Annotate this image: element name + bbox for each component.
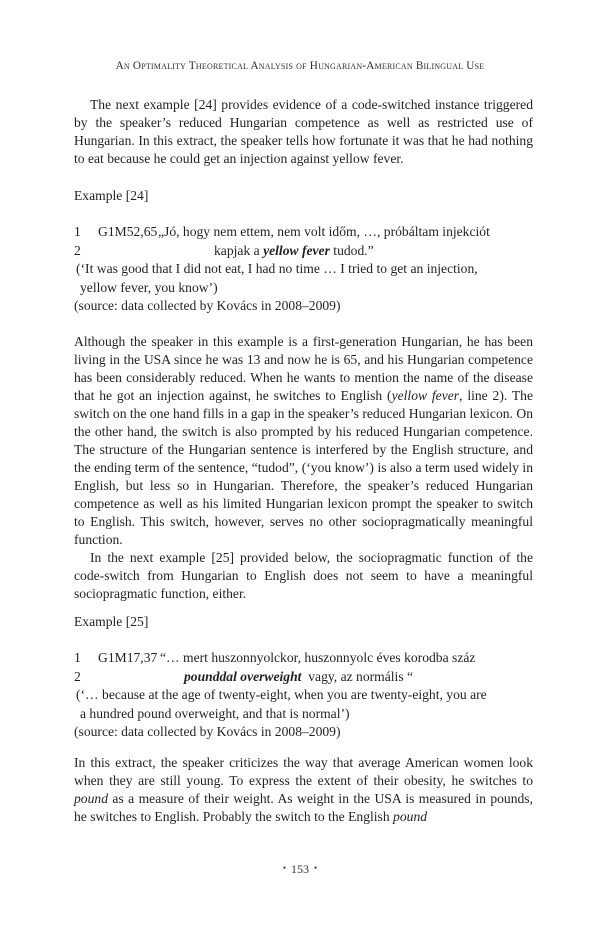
utterance-text: [184, 668, 413, 687]
speaker-code: G1M17,37: [98, 650, 158, 665]
line-number: 2: [74, 242, 81, 258]
text-run: , line 2). The switch on the one hand fills in a gap in the speaker’s reduced Hungarian lexicon. On the other hand, the switch is also prompted by his reduced Hungarian competence. The structure of the Hungarian sentence is interfered by the English structure, and the ending term of the sentence, “tudod”, (‘you know’) is also a term used widely in English, but less so in Hungarian. Therefore, the speaker’s reduced Hungarian competence as well as his limited Hungarian lexicon prompt the speaker to switch to English. This switch, however, serves no other sociopragmatically meaningful function.: [74, 388, 533, 547]
translation-line-2: a hundred pound overweight, and that is normal’): [80, 705, 350, 721]
ornament-bullet: •: [314, 863, 318, 873]
example-line-2: [74, 242, 544, 261]
line-number: 2: [74, 668, 81, 684]
paragraph-text: [74, 754, 533, 826]
example-24: [74, 223, 544, 316]
utterance-pre: kapjak a: [214, 242, 264, 258]
source-note: (source: data collected by Kovács in 2008–2009): [74, 724, 341, 739]
paragraph-analysis-example-25: [74, 754, 533, 826]
example-line-1: [74, 649, 544, 668]
code-switch-phrase: yellow fever: [263, 242, 330, 258]
example-line-1: [74, 223, 544, 242]
page-number-footer: [0, 862, 600, 877]
source-note: (source: data collected by Kovács in 2008–2009): [74, 298, 341, 313]
italic-term: yellow fever: [391, 388, 460, 403]
text-run: Although the speaker in this example is a first-generation Hungarian, he has been living in the USA since he was 13 and now he is 65, and his Hungarian competence has been considerably reduced. When he wants to mention the name of the disease that he got an injection against, he switches to English (: [74, 334, 533, 403]
utterance-text: “… mert huszonnyolckor, huszonnyolc éves korodba száz: [160, 650, 476, 665]
paragraph-intro-example-24: [74, 96, 533, 168]
example-25: [74, 649, 544, 742]
paragraph-analysis-example-24: [74, 333, 533, 603]
example-24-label: Example [24]: [74, 188, 149, 203]
code-switch-phrase: pounddal overweight: [184, 668, 302, 684]
italic-term: pound: [74, 791, 108, 806]
example-line-2: [74, 668, 544, 687]
utterance-text: „Jó, hogy nem ettem, nem volt időm, …, próbáltam injekciót: [158, 224, 490, 239]
paragraph-text: In the next example [25] provided below, the sociopragmatic function of the code-switch from Hungarian to English does not seem to have a meaningful sociopragmatic function, either.: [74, 550, 533, 601]
line-number: 1: [74, 224, 81, 239]
utterance-post: tudod.”: [329, 242, 374, 258]
text-run: as a measure of their weight. As weight in the USA is measured in pounds, he switches to English. Probably the switch to the English: [74, 791, 533, 824]
paragraph-text: [74, 333, 533, 549]
page-number: 153: [291, 862, 309, 876]
running-head: An Optimality Theoretical Analysis of Hungarian-American Bilingual Use: [115, 60, 485, 72]
utterance-post: vagy, az normális “: [301, 668, 414, 684]
italic-term: pound: [393, 809, 428, 824]
line-number: 1: [74, 650, 81, 665]
example-25-label: Example [25]: [74, 614, 149, 629]
paragraph-text: The next example [24] provides evidence of a code-switched instance triggered by the speaker’s reduced Hungarian competence as well as restricted use of Hungarian. In this extract, the speaker tells how fortunate it was that he had nothing to eat because he could get an injection against yellow fever.: [74, 97, 533, 166]
translation-line-1: (‘… because at the age of twenty-eight, when you are twenty-eight, you are: [76, 687, 487, 702]
utterance-text: [214, 242, 374, 261]
ornament-bullet: •: [282, 863, 286, 873]
speaker-code: G1M52,65: [98, 224, 158, 239]
translation-line-2: yellow fever, you know’): [80, 279, 218, 295]
text-run: In this extract, the speaker criticizes the way that average American women look when they are still young. To express the extent of their obesity, he switches to: [74, 755, 533, 788]
translation-line-1: (‘It was good that I did not eat, I had no time … I tried to get an injection,: [76, 261, 478, 276]
